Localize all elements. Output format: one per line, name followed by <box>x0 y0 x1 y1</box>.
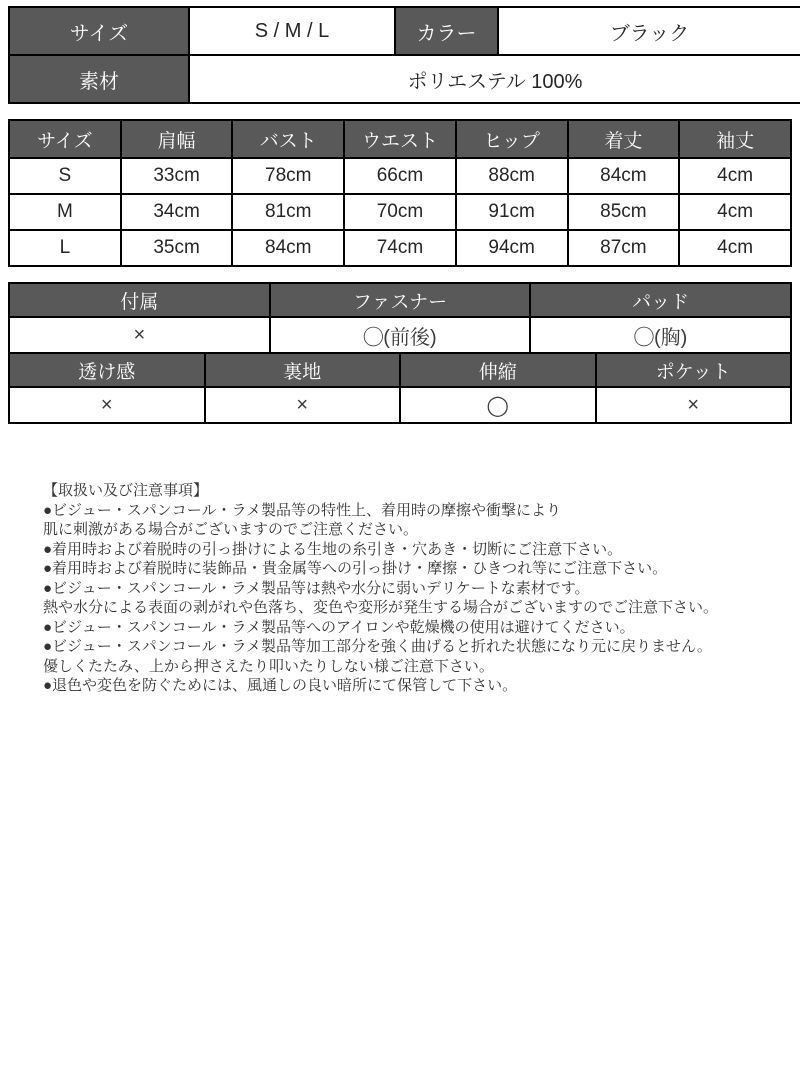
care-note-line: ●ビジュー・スパンコール・ラメ製品等は熱や水分に弱いデリケートな素材です。 <box>43 579 590 597</box>
care-note-line: ●ビジュー・スパンコール・ラメ製品等の特性上、着用時の摩擦や衝撃により <box>43 501 562 519</box>
size-label-header: サイズ <box>9 7 189 55</box>
size-row-l <box>9 230 791 266</box>
cell: 4cm <box>679 158 791 194</box>
col-header-pocket: ポケット <box>596 353 792 387</box>
sheerness-value: × <box>9 387 205 423</box>
care-notes-title: 【取扱い及び注意事項】 <box>43 482 209 499</box>
spec-b-value-row <box>9 387 791 423</box>
size-row-s <box>9 158 791 194</box>
cell: 84cm <box>568 158 680 194</box>
care-note-line: 熱や水分による表面の剥がれや色落ち、変色や変形が発生する場合がございますのでご注意下さい。 <box>43 599 719 616</box>
col-header-hip: ヒップ <box>456 120 568 158</box>
pad-value: ◯(胸) <box>530 317 791 353</box>
col-header-sheerness: 透け感 <box>9 353 205 387</box>
cell: L <box>9 230 121 266</box>
cell: 81cm <box>232 194 344 230</box>
cell: 88cm <box>456 158 568 194</box>
size-chart-header-row <box>9 120 791 158</box>
col-header-bust: バスト <box>232 120 344 158</box>
care-note-line: ●着用時および着脱時の引っ掛けによる生地の糸引き・穴あき・切断にご注意下さい。 <box>43 540 623 558</box>
cell: 91cm <box>456 194 568 230</box>
cell: 4cm <box>679 230 791 266</box>
cell: 74cm <box>344 230 456 266</box>
col-header-pad: パッド <box>530 283 791 317</box>
cell: S <box>9 158 121 194</box>
size-row-m <box>9 194 791 230</box>
spec-a-header-row <box>9 283 791 317</box>
cell: 33cm <box>121 158 233 194</box>
cell: 94cm <box>456 230 568 266</box>
cell: 85cm <box>568 194 680 230</box>
care-note-line: ●退色や変色を防ぐためには、風通しの良い暗所にて保管して下さい。 <box>43 677 518 694</box>
cell: 78cm <box>232 158 344 194</box>
spec-table-accessories <box>8 282 792 354</box>
cell: 35cm <box>121 230 233 266</box>
col-header-lining: 裏地 <box>205 353 401 387</box>
table-row <box>9 55 800 103</box>
table-row <box>9 7 800 55</box>
spec-table-fabric <box>8 352 792 424</box>
col-header-attachment: 付属 <box>9 283 270 317</box>
care-note-line: ●着用時および着脱時に装飾品・貴金属等への引っ掛け・摩擦・ひきつれ等にご注意下さい。 <box>43 560 668 577</box>
cell: 4cm <box>679 194 791 230</box>
col-header-shoulder: 肩幅 <box>121 120 233 158</box>
cell: 84cm <box>232 230 344 266</box>
col-header-length: 着丈 <box>568 120 680 158</box>
col-header-sleeve: 袖丈 <box>679 120 791 158</box>
care-notes <box>43 481 792 696</box>
cell: 87cm <box>568 230 680 266</box>
col-header-stretch: 伸縮 <box>400 353 596 387</box>
attachment-value: × <box>9 317 270 353</box>
color-label-header: カラー <box>395 7 498 55</box>
care-note-line: 優しくたたみ、上から押さえたり叩いたりしない様ご注意下さい。 <box>43 657 494 675</box>
cell: 66cm <box>344 158 456 194</box>
care-note-line: ●ビジュー・スパンコール・ラメ製品等加工部分を強く曲げると折れた状態になり元に戻りません。 <box>43 638 712 655</box>
size-value: S / M / L <box>189 7 395 55</box>
size-chart-table <box>8 119 792 267</box>
col-header-waist: ウエスト <box>344 120 456 158</box>
stretch-value: ◯ <box>400 387 596 423</box>
care-note-line: 肌に刺激がある場合がございますのでご注意ください。 <box>43 521 419 538</box>
col-header-fastener: ファスナー <box>270 283 531 317</box>
cell: M <box>9 194 121 230</box>
cell: 34cm <box>121 194 233 230</box>
pocket-value: × <box>596 387 792 423</box>
material-label-header: 素材 <box>9 55 189 103</box>
product-info-table <box>8 6 800 104</box>
col-header-size: サイズ <box>9 120 121 158</box>
material-value: ポリエステル 100% <box>189 55 800 103</box>
spec-a-value-row <box>9 317 791 353</box>
spec-b-header-row <box>9 353 791 387</box>
cell: 70cm <box>344 194 456 230</box>
care-note-line: ●ビジュー・スパンコール・ラメ製品等へのアイロンや乾燥機の使用は避けてください。 <box>43 618 635 636</box>
color-value: ブラック <box>498 7 800 55</box>
fastener-value: ◯(前後) <box>270 317 531 353</box>
lining-value: × <box>205 387 401 423</box>
